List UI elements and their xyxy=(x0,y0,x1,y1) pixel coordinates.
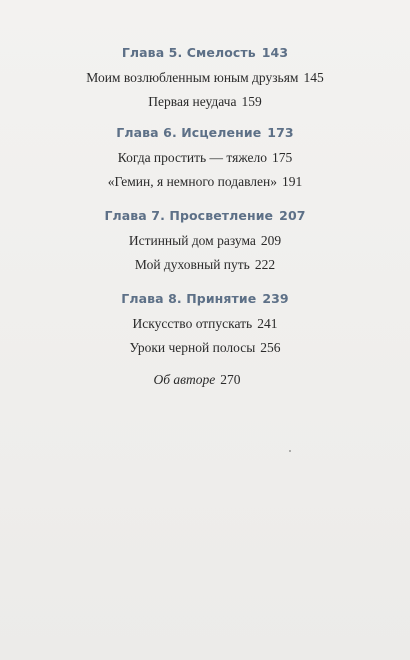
toc-entry xyxy=(0,70,410,86)
toc-chapter-7 xyxy=(0,208,410,273)
toc-entry xyxy=(0,94,410,110)
entry-title: Моим возлюбленным юным друзьям xyxy=(86,70,299,85)
entry-title: «Гемин, я немного подавлен» xyxy=(107,174,277,189)
author-title: Об авторе xyxy=(153,372,216,387)
entry-page-number: 241 xyxy=(257,316,278,331)
chapter-page-number: 239 xyxy=(262,291,289,306)
entry-title: Первая неудача xyxy=(148,94,237,109)
entry-page-number: 191 xyxy=(282,174,303,189)
author-entry xyxy=(0,372,402,388)
entry-title: Мой духовный путь xyxy=(134,257,250,272)
chapter-page-number: 143 xyxy=(261,45,289,60)
chapter-title: Глава 5. Смелость xyxy=(121,45,256,60)
toc-chapter-5 xyxy=(0,45,410,110)
entry-title: Истинный дом разума xyxy=(128,233,256,248)
entry-title: Когда простить — тяжело xyxy=(117,150,267,165)
entry-page-number: 222 xyxy=(254,257,276,272)
chapter-heading xyxy=(0,45,410,60)
toc-entry xyxy=(0,257,410,273)
toc-entry xyxy=(0,174,410,190)
chapter-heading xyxy=(0,291,410,306)
chapter-title: Глава 7. Просветление xyxy=(104,208,274,223)
chapter-title: Глава 8. Принятие xyxy=(121,291,257,306)
entry-page-number: 209 xyxy=(260,233,282,248)
toc-entry xyxy=(0,316,410,332)
chapter-page-number: 207 xyxy=(279,208,306,223)
chapter-heading xyxy=(0,208,410,223)
paper-speck xyxy=(289,450,291,452)
entry-page-number: 256 xyxy=(260,340,281,355)
toc-chapter-6 xyxy=(0,125,410,190)
entry-page-number: 159 xyxy=(241,94,262,109)
toc-entry xyxy=(0,150,410,166)
toc-chapter-8 xyxy=(0,291,410,356)
toc-entry xyxy=(0,233,410,249)
entry-title: Искусство отпускать xyxy=(132,316,253,331)
chapter-title: Глава 6. Исцеление xyxy=(116,125,262,140)
author-page-number: 270 xyxy=(220,372,241,387)
toc-author xyxy=(0,372,402,388)
entry-title: Уроки черной полосы xyxy=(129,340,256,355)
toc-entry xyxy=(0,340,410,356)
chapter-page-number: 173 xyxy=(267,125,294,140)
chapter-heading xyxy=(0,125,410,140)
entry-page-number: 175 xyxy=(271,150,293,165)
entry-page-number: 145 xyxy=(303,70,324,85)
